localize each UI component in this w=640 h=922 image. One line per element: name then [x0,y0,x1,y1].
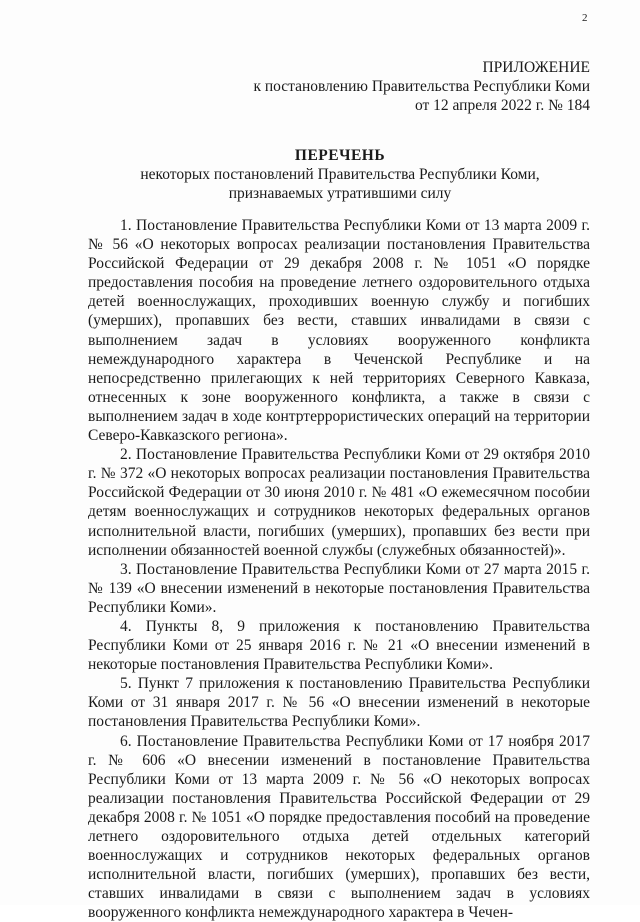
appendix-title: ПРИЛОЖЕНИЕ [482,59,590,76]
heading-title: ПЕРЕЧЕНЬ [294,147,386,164]
list-item-5: 5. Пункт 7 приложения к постановлению Правительства Республики Коми от 31 января 2017 г. № 56 «О внесении изменений в некоторые постановления Правительства Республики Коми». [88,675,590,731]
list-item-1: 1. Постановление Правительства Республики Коми от 13 марта 2009 г. № 56 «О некоторых вопросах реализации постановления Правительства Российской Федерации от 29 декабря 2008 г. № 1051 «О порядке предоставления пособия на проведение летнего оздоровительного отдыха детей военнослужащих, проходивших военную службу и погибших (умерших), пропавших без вести, ставших инвалидами в связи с выполнением задач в условиях вооруженного конфликта немеждународного характера в Чеченской Республике и на непосредственно прилегающих к ней территориях Северного Кавказа, отнесенных к зоне вооруженного конфликта, а также в связи с выполнением задач в ходе контртеррористических операций на территории Северо-Кавказского региона». [88,217,590,445]
appendix-header [253,58,590,115]
heading-subtitle-line2: признаваемых утратившими силу [228,185,452,202]
page-number: 2 [582,12,588,24]
appendix-date: от 12 апреля 2022 г. № 184 [414,97,590,114]
list-item-2: 2. Постановление Правительства Республики Коми от 29 октября 2010 г. № 372 «О некоторых вопросах реализации постановления Правительства Российской Федерации от 30 июня 2010 г. № 481 «О ежемесячном пособии детям военнослужащих и сотрудников некоторых федеральных органов исполнительной власти, погибших (умерших), пропавших без вести при исполнении обязанностей военной службы (служебных обязанностей)». [88,446,590,559]
list-item-4: 4. Пункты 8, 9 приложения к постановлению Правительства Республики Коми от 25 января 2016 г. № 21 «О внесении изменений в некоторые постановления Правительства Республики Коми». [88,617,590,674]
heading-subtitle-line1: некоторых постановлений Правительства Республики Коми, [140,166,540,183]
document-heading [60,146,620,203]
appendix-reference: к постановлению Правительства Республики Коми [253,78,590,95]
document-body [88,216,590,922]
list-item-3: 3. Постановление Правительства Республики Коми от 27 марта 2015 г. № 139 «О внесении изменений в некоторые постановления Правительства Республики Коми». [88,560,590,616]
list-item-6: 6. Постановление Правительства Республики Коми от 17 ноября 2017 г. № 606 «О внесении изменений в постановление Правительства Республики Коми от 13 марта 2009 г. № 56 «О некоторых вопросах реализации постановления Правительства Российской Федерации от 29 декабря 2008 г. № 1051 «О порядке предоставления пособий на проведение летнего оздоровительного отдыха детей отдельных категорий военнослужащих и сотрудников некоторых федеральных органов исполнительной власти, погибших (умерших), пропавших без вести, ставших инвалидами в связи с выполнением задач в условиях вооруженного конфликта немеждународного характера в Чечен- [88,732,590,922]
